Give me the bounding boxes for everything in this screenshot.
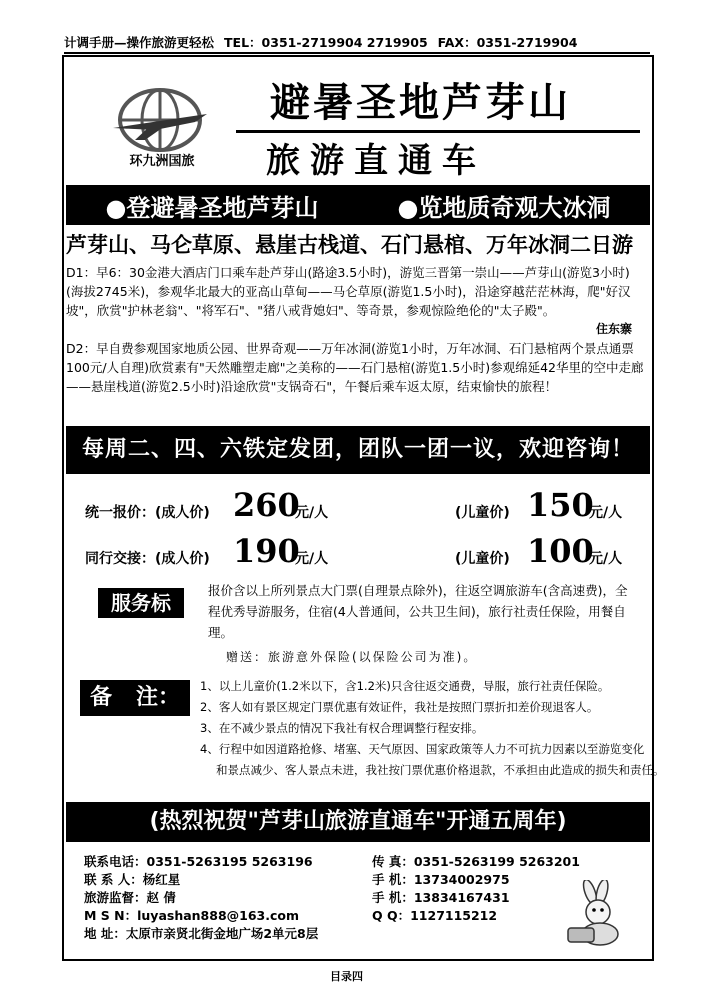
header-slogan: 计调手册—操作旅游更轻松: [64, 35, 215, 50]
banner-right: ●览地质奇观大冰洞: [397, 193, 611, 222]
highlight-banner: [66, 185, 650, 225]
header-fax: FAX：0351-2719904: [437, 35, 578, 50]
child-price-label: (儿童价): [455, 551, 510, 567]
price-row-trade: [85, 532, 645, 576]
itinerary: [66, 263, 646, 396]
contact-qq: Q Q：1127115212: [372, 908, 498, 923]
child-price: 150: [527, 486, 594, 524]
price-unit: 元/人: [295, 505, 329, 521]
contact-address: 地 址：太原市亲贤北街金地广场2单元8层: [84, 926, 319, 941]
note-item: 4、行程中如因道路抢修、堵塞、天气原因、国家政策等人力不可抗力因素以至游览变化: [200, 742, 645, 756]
adult-price: 190: [233, 532, 300, 570]
price-row-unified: [85, 486, 645, 530]
notes-label: [80, 680, 190, 716]
child-price: 100: [527, 532, 594, 570]
anniversary-banner: (热烈祝贺"芦芽山旅游直通车"开通五周年): [66, 802, 650, 842]
page-footer: 目录四: [330, 970, 363, 983]
contact-msn: M S N：luyashan888@163.com: [84, 908, 300, 923]
logo-name: 环九洲国旅: [129, 154, 195, 169]
cartoon-rabbit-icon: [560, 880, 640, 950]
contact-phone: 联系电话：0351-5263195 5263196: [84, 854, 313, 869]
itinerary-day2: D2：早自费参观国家地质公园、世界奇观——万年冰洞(游览1小时，万年冰洞、石门悬棺两个景点通票100元/人自理)欣赏素有"天然雕塑走廊"之美称的——石门悬棺(游览1.5小时)参观绵延42华里的空中走廊——悬崖栈道(游览2.5小时)沿途欣赏"支锅奇石"，午餐后乘车返太原，结束愉快的旅程！: [66, 341, 644, 394]
header-tel: TEL：0351-2719904 2719905: [224, 35, 428, 50]
title-divider: [236, 130, 640, 133]
contact-fax: 传 真：0351-5263199 5263201: [372, 854, 580, 869]
itinerary-day1: D1：早6：30金港大酒店门口乘车赴芦芽山(路途3.5小时)，游览三晋第一崇山——芦芽山(游览3小时)(海拔2745米)，参观华北最大的亚高山草甸——马仑草原(游览1.5小时)，沿途穿越茫茫林海，爬"好汉坡"，欣赏"护林老翁"、"将军石"、"猪八戒背媳妇"、等奇景，参观惊险绝伦的"太子殿"。: [66, 265, 631, 318]
header-contact-bar: [64, 34, 650, 54]
note-item: 2、客人如有景区规定门票优惠有效证件，我社是按照门票折扣差价现退客人。: [200, 700, 599, 714]
main-title: 避暑圣地芦芽山: [270, 80, 571, 126]
child-price-label: (儿童价): [455, 505, 510, 521]
notes-label-b: 注：: [135, 685, 180, 710]
service-gift: 赠送：旅游意外保险(以保险公司为准)。: [226, 650, 478, 664]
price-unit: 元/人: [589, 505, 623, 521]
notes-label-a: 备: [90, 685, 113, 710]
banner-left: ●登避暑圣地芦芽山: [105, 193, 319, 222]
adult-price: 260: [233, 486, 300, 524]
service-standard-text: 报价含以上所列景点大门票(自理景点除外)，往返空调旅游车(含高速费)，全程优秀导游服务，住宿(4人普通间，公共卫生间)，旅行社责任保险，用餐自理。: [208, 583, 628, 640]
contact-mobile: 手 机：13734002975: [372, 872, 510, 887]
price-label: 统一报价：(成人价): [85, 505, 210, 521]
contact-supervisor: 旅游监督：赵 倩: [84, 890, 176, 905]
price-unit: 元/人: [295, 551, 329, 567]
day1-lodging: 住东寨: [596, 322, 633, 336]
contact-mobile: 手 机：13834167431: [372, 890, 510, 905]
price-unit: 元/人: [589, 551, 623, 567]
notes-list: [200, 676, 665, 781]
note-item: 1、以上儿童价(1.2米以下，含1.2米)只含往返交通费，导服，旅行社责任保险。: [200, 679, 610, 693]
service-standard-label: 服务标准：: [98, 588, 184, 618]
contact-person: 联 系 人：杨红星: [84, 872, 181, 887]
note-item: 和景点减少、客人景点未进，我社按门票优惠价格退款，不承担由此造成的损失和责任。: [216, 763, 665, 777]
departure-promo: 每周二、四、六铁定发团，团队一团一议，欢迎咨询！: [66, 426, 650, 474]
route-heading: 芦芽山、马仑草原、悬崖古栈道、石门悬棺、万年冰洞二日游: [66, 233, 633, 257]
sub-title: 旅游直通车: [266, 141, 486, 181]
price-label: 同行交接：(成人价): [85, 551, 210, 567]
note-item: 3、在不减少景点的情况下我社有权合理调整行程安排。: [200, 721, 484, 735]
